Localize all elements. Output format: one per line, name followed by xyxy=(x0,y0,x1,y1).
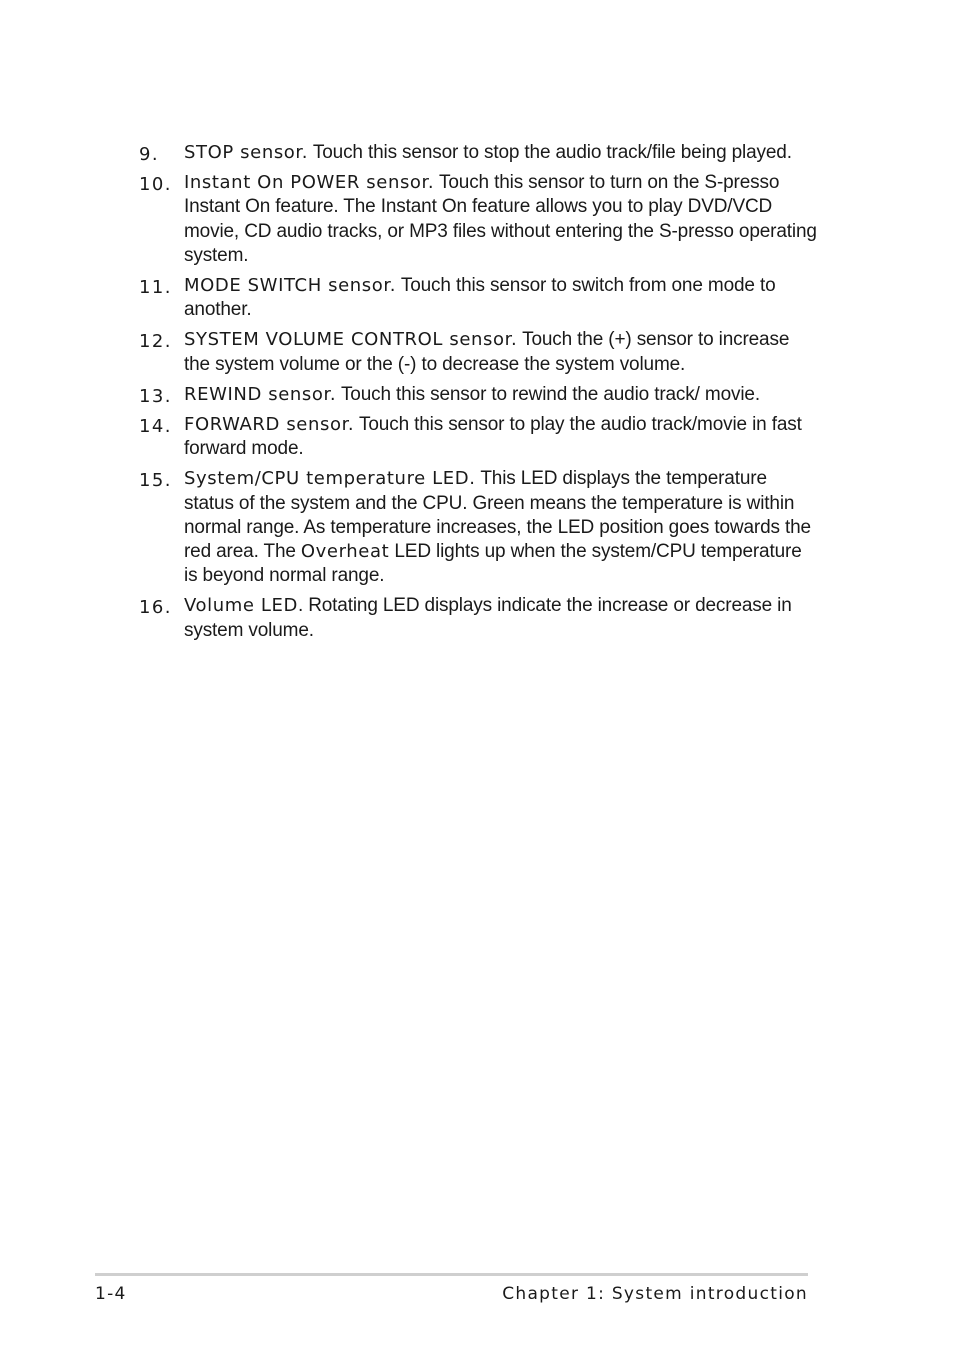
item-description-continued: LED lights up when the system/CPU temperature is beyond normal range. xyxy=(184,541,802,587)
item-term: System/CPU temperature LED. xyxy=(184,468,476,490)
item-term: Instant On POWER sensor. xyxy=(184,172,435,194)
item-term: FORWARD sensor. xyxy=(184,414,355,436)
item-number: 15. xyxy=(139,470,172,492)
list-item-16 xyxy=(139,594,819,642)
item-number: 14. xyxy=(139,416,172,438)
item-number: 11. xyxy=(139,277,172,299)
list-item-11 xyxy=(139,274,819,322)
item-number: 10. xyxy=(139,174,172,196)
item-description: This LED displays the temperature status of the system and the CPU. Green means the temperature is within normal range. As temperature increases, the LED position goes towards the red area. The xyxy=(184,468,811,563)
sensor-list xyxy=(139,141,819,649)
page-number: 1-4 xyxy=(95,1284,127,1304)
list-item-15 xyxy=(139,467,819,588)
item-description: . Rotating LED displays indicate the increase or decrease in system volume. xyxy=(184,595,792,641)
item-number: 12. xyxy=(139,331,172,353)
item-number: 13. xyxy=(139,385,172,407)
item-description: Touch this sensor to stop the audio track/file being played. xyxy=(308,142,792,163)
item-description: Touch this sensor to switch from one mode to another. xyxy=(184,275,776,321)
item-description: Touch the (+) sensor to increase the system volume or the (-) to decrease the system volume. xyxy=(184,329,790,375)
item-term: REWIND sensor. xyxy=(184,383,337,405)
overheat-term: Overheat xyxy=(300,541,390,563)
item-description: Touch this sensor to rewind the audio track/ movie. xyxy=(336,383,760,405)
item-term: Volume LED xyxy=(184,595,298,617)
footer-divider xyxy=(95,1273,808,1276)
item-description: Touch this sensor to play the audio track/movie in fast forward mode. xyxy=(184,414,802,460)
item-description: Touch this sensor to turn on the S-presso Instant On feature. The Instant On feature allows you to play DVD/VCD movie, CD audio tracks, or MP3 files without entering the S-presso operating system. xyxy=(184,172,817,266)
item-term: MODE SWITCH sensor. xyxy=(184,275,397,297)
item-number: 9. xyxy=(139,144,159,165)
chapter-title: Chapter 1: System introduction xyxy=(502,1284,808,1304)
list-item-12 xyxy=(139,328,819,376)
list-item-10 xyxy=(139,171,819,268)
list-item-14 xyxy=(139,413,819,461)
list-item-13 xyxy=(139,383,819,407)
list-item-9 xyxy=(139,141,819,165)
item-term: STOP sensor. xyxy=(184,142,309,163)
item-term: SYSTEM VOLUME CONTROL sensor. xyxy=(184,329,518,351)
item-number: 16. xyxy=(139,597,172,619)
